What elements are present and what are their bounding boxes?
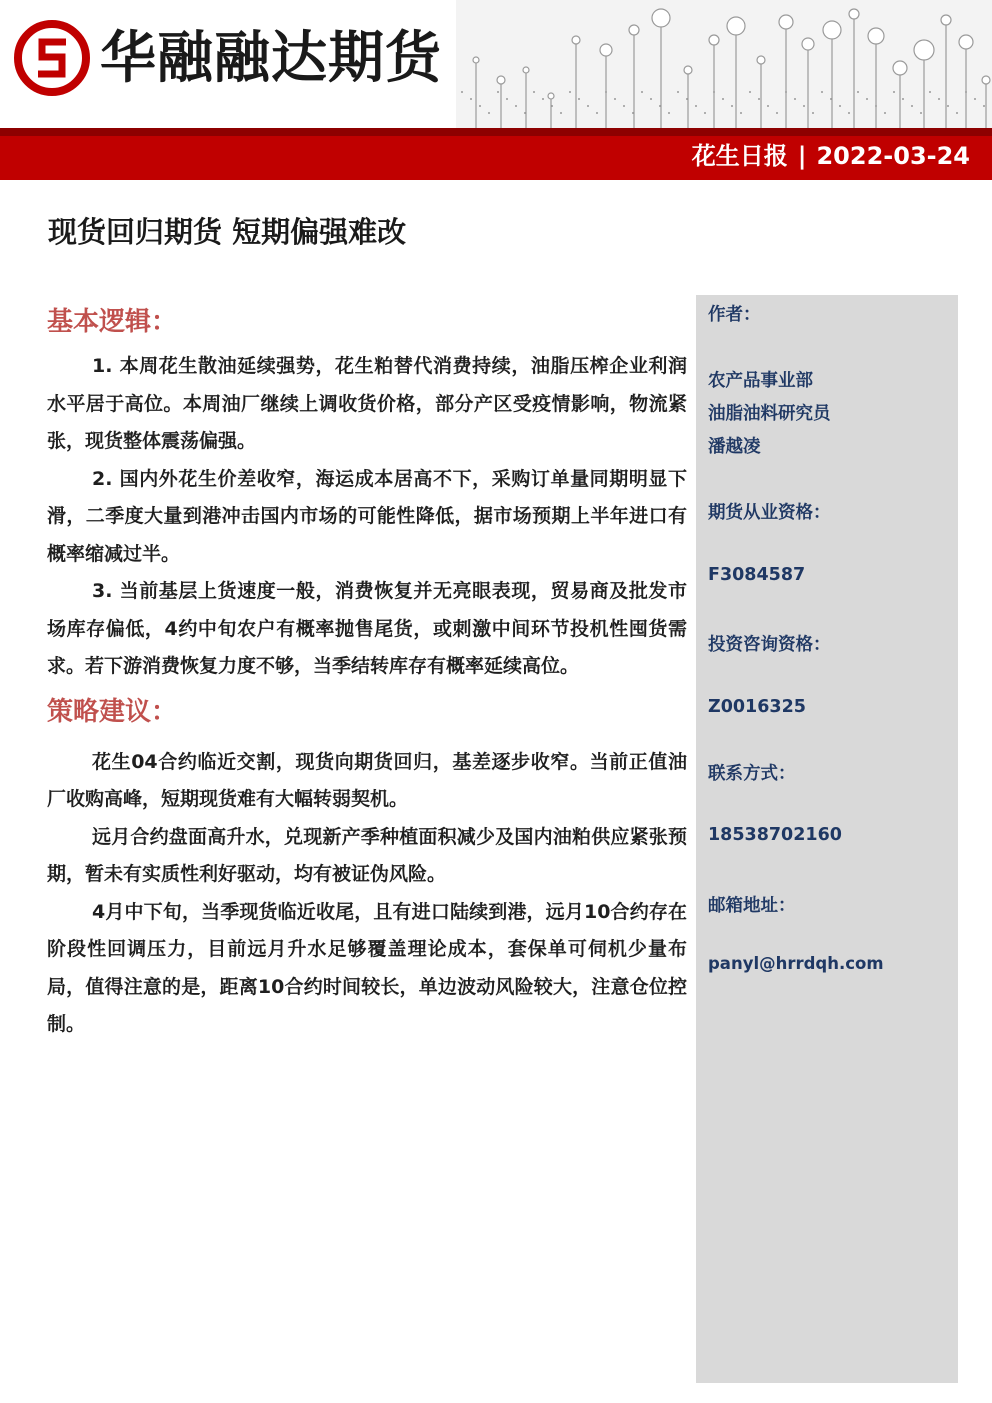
email-label: 邮箱地址： xyxy=(708,896,796,916)
author-label: 作者： xyxy=(708,305,761,325)
author-sidebar xyxy=(696,295,958,1383)
advisory-cert-number: Z0016325 xyxy=(708,697,806,717)
contact-label: 联系方式： xyxy=(708,764,796,784)
company-name: 华融融达期货 xyxy=(100,25,442,91)
email-link[interactable]: panyl@hrrdqh.com xyxy=(708,954,884,973)
company-logo-icon xyxy=(14,20,90,96)
section-title-logic: 基本逻辑： xyxy=(47,307,178,337)
main-content xyxy=(47,300,687,1044)
contact-phone: 18538702160 xyxy=(708,825,842,845)
report-title-line xyxy=(692,128,970,180)
strategy-paragraph: 远月合约盘面高升水，兑现新产季种植面积减少及国内油粕供应紧张预期，暂未有实质性利好驱动，均有被证伪风险。 xyxy=(47,825,687,885)
author-name: 潘越凌 xyxy=(708,437,761,457)
report-type: 花生日报 xyxy=(691,142,788,170)
futures-cert-label: 期货从业资格： xyxy=(708,503,831,523)
decorative-dot-pattern xyxy=(456,0,992,128)
section-title-strategy: 策略建议： xyxy=(47,696,178,727)
futures-cert-number: F3084587 xyxy=(708,565,806,585)
strategy-paragraph: 4月中下旬，当季现货临近收尾，且有进口陆续到港，远月10合约存在阶段性回调压力，目前远月升水足够覆盖理论成本，套保单可伺机少量布局，值得注意的是，距离10合约时间较长，单边波动风险较大，注意仓位控制。 xyxy=(47,900,687,1035)
strategy-paragraph: 花生04合约临近交割，现货向期货回归，基差逐步收窄。当前正值油厂收购高峰，短期现货难有大幅转弱契机。 xyxy=(47,750,687,810)
author-role: 油脂油料研究员 xyxy=(708,404,831,424)
title-separator: | xyxy=(797,142,807,170)
logic-paragraph: 3. 当前基层上货速度一般，消费恢复并无亮眼表现，贸易商及批发市场库存偏低，4约中旬农户有概率抛售尾货，或刺激中间环节投机性囤货需求。若下游消费恢复力度不够，当季结转库存有概率延续高位。 xyxy=(47,580,687,677)
logic-paragraph: 1. 本周花生散油延续强势，花生粕替代消费持续，油脂压榨企业利润水平居于高位。本周油厂继续上调收货价格，部分产区受疫情影响，物流紧张，现货整体震荡偏强。 xyxy=(47,355,687,452)
logic-paragraph: 2. 国内外花生价差收窄，海运成本居高不下，采购订单量同期明显下滑，二季度大量到港冲击国内市场的可能性降低，据市场预期上半年进口有概率缩减过半。 xyxy=(47,467,687,565)
report-headline: 现货回归期货 短期偏强难改 xyxy=(48,215,407,249)
advisory-cert-label: 投资咨询资格： xyxy=(708,635,831,655)
report-date: 2022-03-24 xyxy=(816,142,970,170)
page-header xyxy=(0,0,992,128)
author-department: 农产品事业部 xyxy=(708,371,813,391)
